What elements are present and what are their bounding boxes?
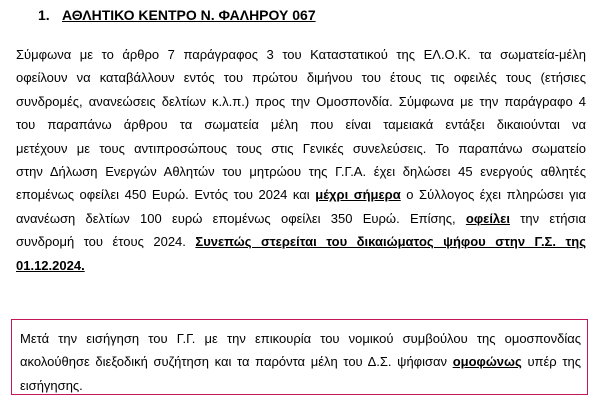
paragraph-line: συνδρομές, ανανεώσεις δελτίων κ.λ.π.) προς την Ομοσπονδία. Σύμφωνα με την παράγραφο 4 bbox=[16, 93, 586, 109]
line-text: ο Σύλλογος έχει πληρώσει για bbox=[406, 187, 586, 203]
section-number: 1. bbox=[38, 7, 50, 23]
line-text: επομένως οφείλει 450 Ευρώ. Εντός του 2024 και bbox=[16, 187, 310, 203]
emphasis-until-today: μέχρι σήμερα bbox=[315, 187, 401, 203]
line-text: συνδρομή του έτους 2024. bbox=[16, 234, 186, 250]
paragraph-line: οφείλουν να καταβάλλουν εντός του πρώτου διμήνου του έτους τις οφειλές τους (ετήσιες bbox=[16, 70, 586, 86]
emphasis-owes: οφείλει bbox=[465, 210, 510, 226]
paragraph-line bbox=[16, 254, 586, 277]
emphasis-unanimously: ομοφώνως bbox=[452, 354, 522, 370]
paragraph-line: Σύμφωνα με το άρθρο 7 παράγραφος 3 του Καταστατικού της ΕΛ.Ο.Κ. τα σωματεία-μέλη bbox=[16, 47, 586, 62]
decision-line: εισήγησης. bbox=[20, 377, 83, 393]
line-text: την ετήσια bbox=[520, 210, 586, 226]
paragraph-line: στην Δήλωση Ενεργών Αθλητών του μητρώου της Γ.Γ.Α. έχει δηλώσει 45 ενεργούς αθλητές bbox=[16, 164, 586, 180]
paragraph-line: μετέχουν με τους αντιπροσώπους τους στις Γενικές συνελεύσεις. Το παραπάνω σωματείο bbox=[16, 140, 586, 156]
paragraph-line bbox=[16, 230, 586, 253]
decision-line: Μετά την εισήγηση του Γ.Γ. με την επικουρία του νομικού συμβούλου της ομοσπονδίας bbox=[20, 331, 581, 346]
status-paragraph bbox=[16, 43, 586, 277]
decision-line bbox=[20, 350, 581, 373]
line-text: υπέρ της bbox=[527, 354, 581, 370]
paragraph-line: του παραπάνω άρθρου τα σωματεία μέλη που είναι ταμειακά εντάξει δικαιούνται να bbox=[16, 117, 586, 133]
emphasis-date: 01.12.2024. bbox=[16, 257, 85, 273]
decision-text bbox=[20, 327, 581, 397]
club-title: ΑΘΛΗΤΙΚΟ ΚΕΝΤΡΟ Ν. ΦΑΛΗΡΟΥ 067 bbox=[62, 7, 316, 23]
decision-box bbox=[11, 319, 588, 395]
paragraph-line bbox=[16, 207, 586, 230]
line-text: ανανέωση δελτίων 100 ευρώ επομένως οφείλει 350 Ευρώ. Επίσης, bbox=[16, 210, 456, 226]
section-heading bbox=[38, 7, 316, 23]
emphasis-voting-right: Συνεπώς στερείται του δικαιώματος ψήφου στην Γ.Σ. της bbox=[195, 234, 586, 250]
paragraph-line bbox=[16, 183, 586, 206]
line-text: ακολούθησε διεξοδική συζήτηση και τα παρόντα μέλη του Δ.Σ. ψήφισαν bbox=[20, 354, 448, 370]
